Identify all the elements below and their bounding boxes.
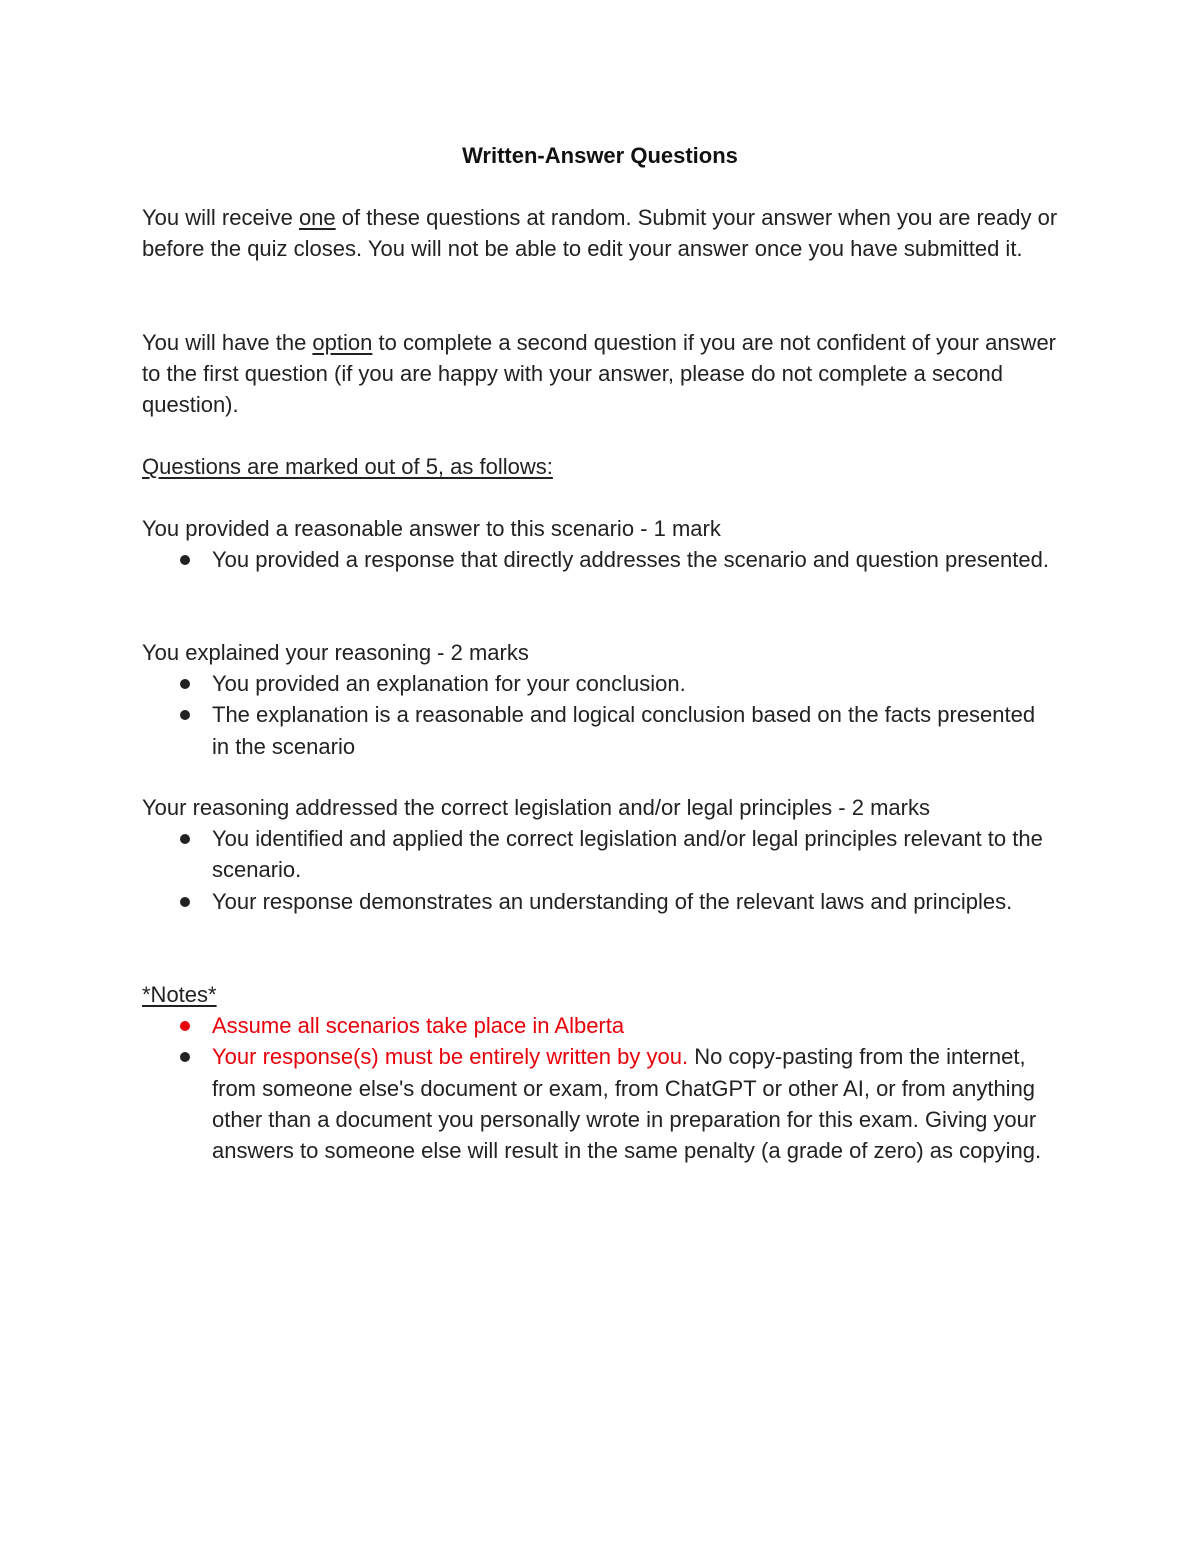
bullet-icon (180, 1052, 190, 1062)
criterion-heading: You provided a reasonable answer to this scenario - 1 mark (142, 516, 721, 541)
document-title: Written-Answer Questions (462, 143, 738, 168)
list-item: Assume all scenarios take place in Alberta (142, 1010, 1058, 1041)
bullet-icon (180, 834, 190, 844)
criterion-2 (142, 637, 1058, 762)
notes-heading: *Notes* (142, 982, 217, 1007)
option-text-end: to complete a second question if you are not confident of your answer to the first question (if you are happy with your answer, please do not complete a second question). (142, 330, 1057, 418)
intro-paragraph (142, 202, 1058, 264)
intro-underlined-word: one (298, 205, 336, 230)
list-item: You provided a response that directly addresses the scenario and question presented. (142, 544, 1058, 575)
criterion-3 (142, 792, 1058, 917)
bullet-icon (180, 555, 190, 565)
notes-section (142, 979, 1058, 1166)
list-item: You provided an explanation for your conclusion. (142, 668, 1058, 699)
criterion-heading: You explained your reasoning - 2 marks (142, 640, 529, 665)
intro-text-end: of these questions at random. Submit your answer when you are ready or before the quiz closes. You will not be able to edit your answer once you have submitted it. (142, 205, 1058, 262)
bullet-icon (180, 679, 190, 689)
bullet-icon (180, 1021, 190, 1031)
criterion-heading: Your reasoning addressed the correct legislation and/or legal principles - 2 marks (142, 795, 930, 820)
option-paragraph (142, 327, 1058, 421)
list-item: You identified and applied the correct legislation and/or legal principles relevant to the scenario. (142, 823, 1058, 885)
bullet-icon (180, 710, 190, 720)
list-item: Your response(s) must be entirely written by you. No copy-pasting from the internet, from someone else's document or exam, from ChatGPT or other AI, or from anything other than a document you personally wrote in preparation for this exam. Giving your answers to someone else will result in the same penalty (a grade of zero) as copying. (142, 1041, 1058, 1166)
bullet-icon (180, 897, 190, 907)
option-text-start: You will have the (142, 330, 313, 355)
marking-heading: Questions are marked out of 5, as follows: (142, 454, 553, 479)
list-item: Your response demonstrates an understanding of the relevant laws and principles. (142, 886, 1058, 917)
list-item: The explanation is a reasonable and logical conclusion based on the facts presented in the scenario (142, 699, 1058, 761)
intro-text-start: You will receive (142, 205, 299, 230)
option-underlined-word: option (312, 330, 373, 355)
criterion-1 (142, 513, 1058, 575)
